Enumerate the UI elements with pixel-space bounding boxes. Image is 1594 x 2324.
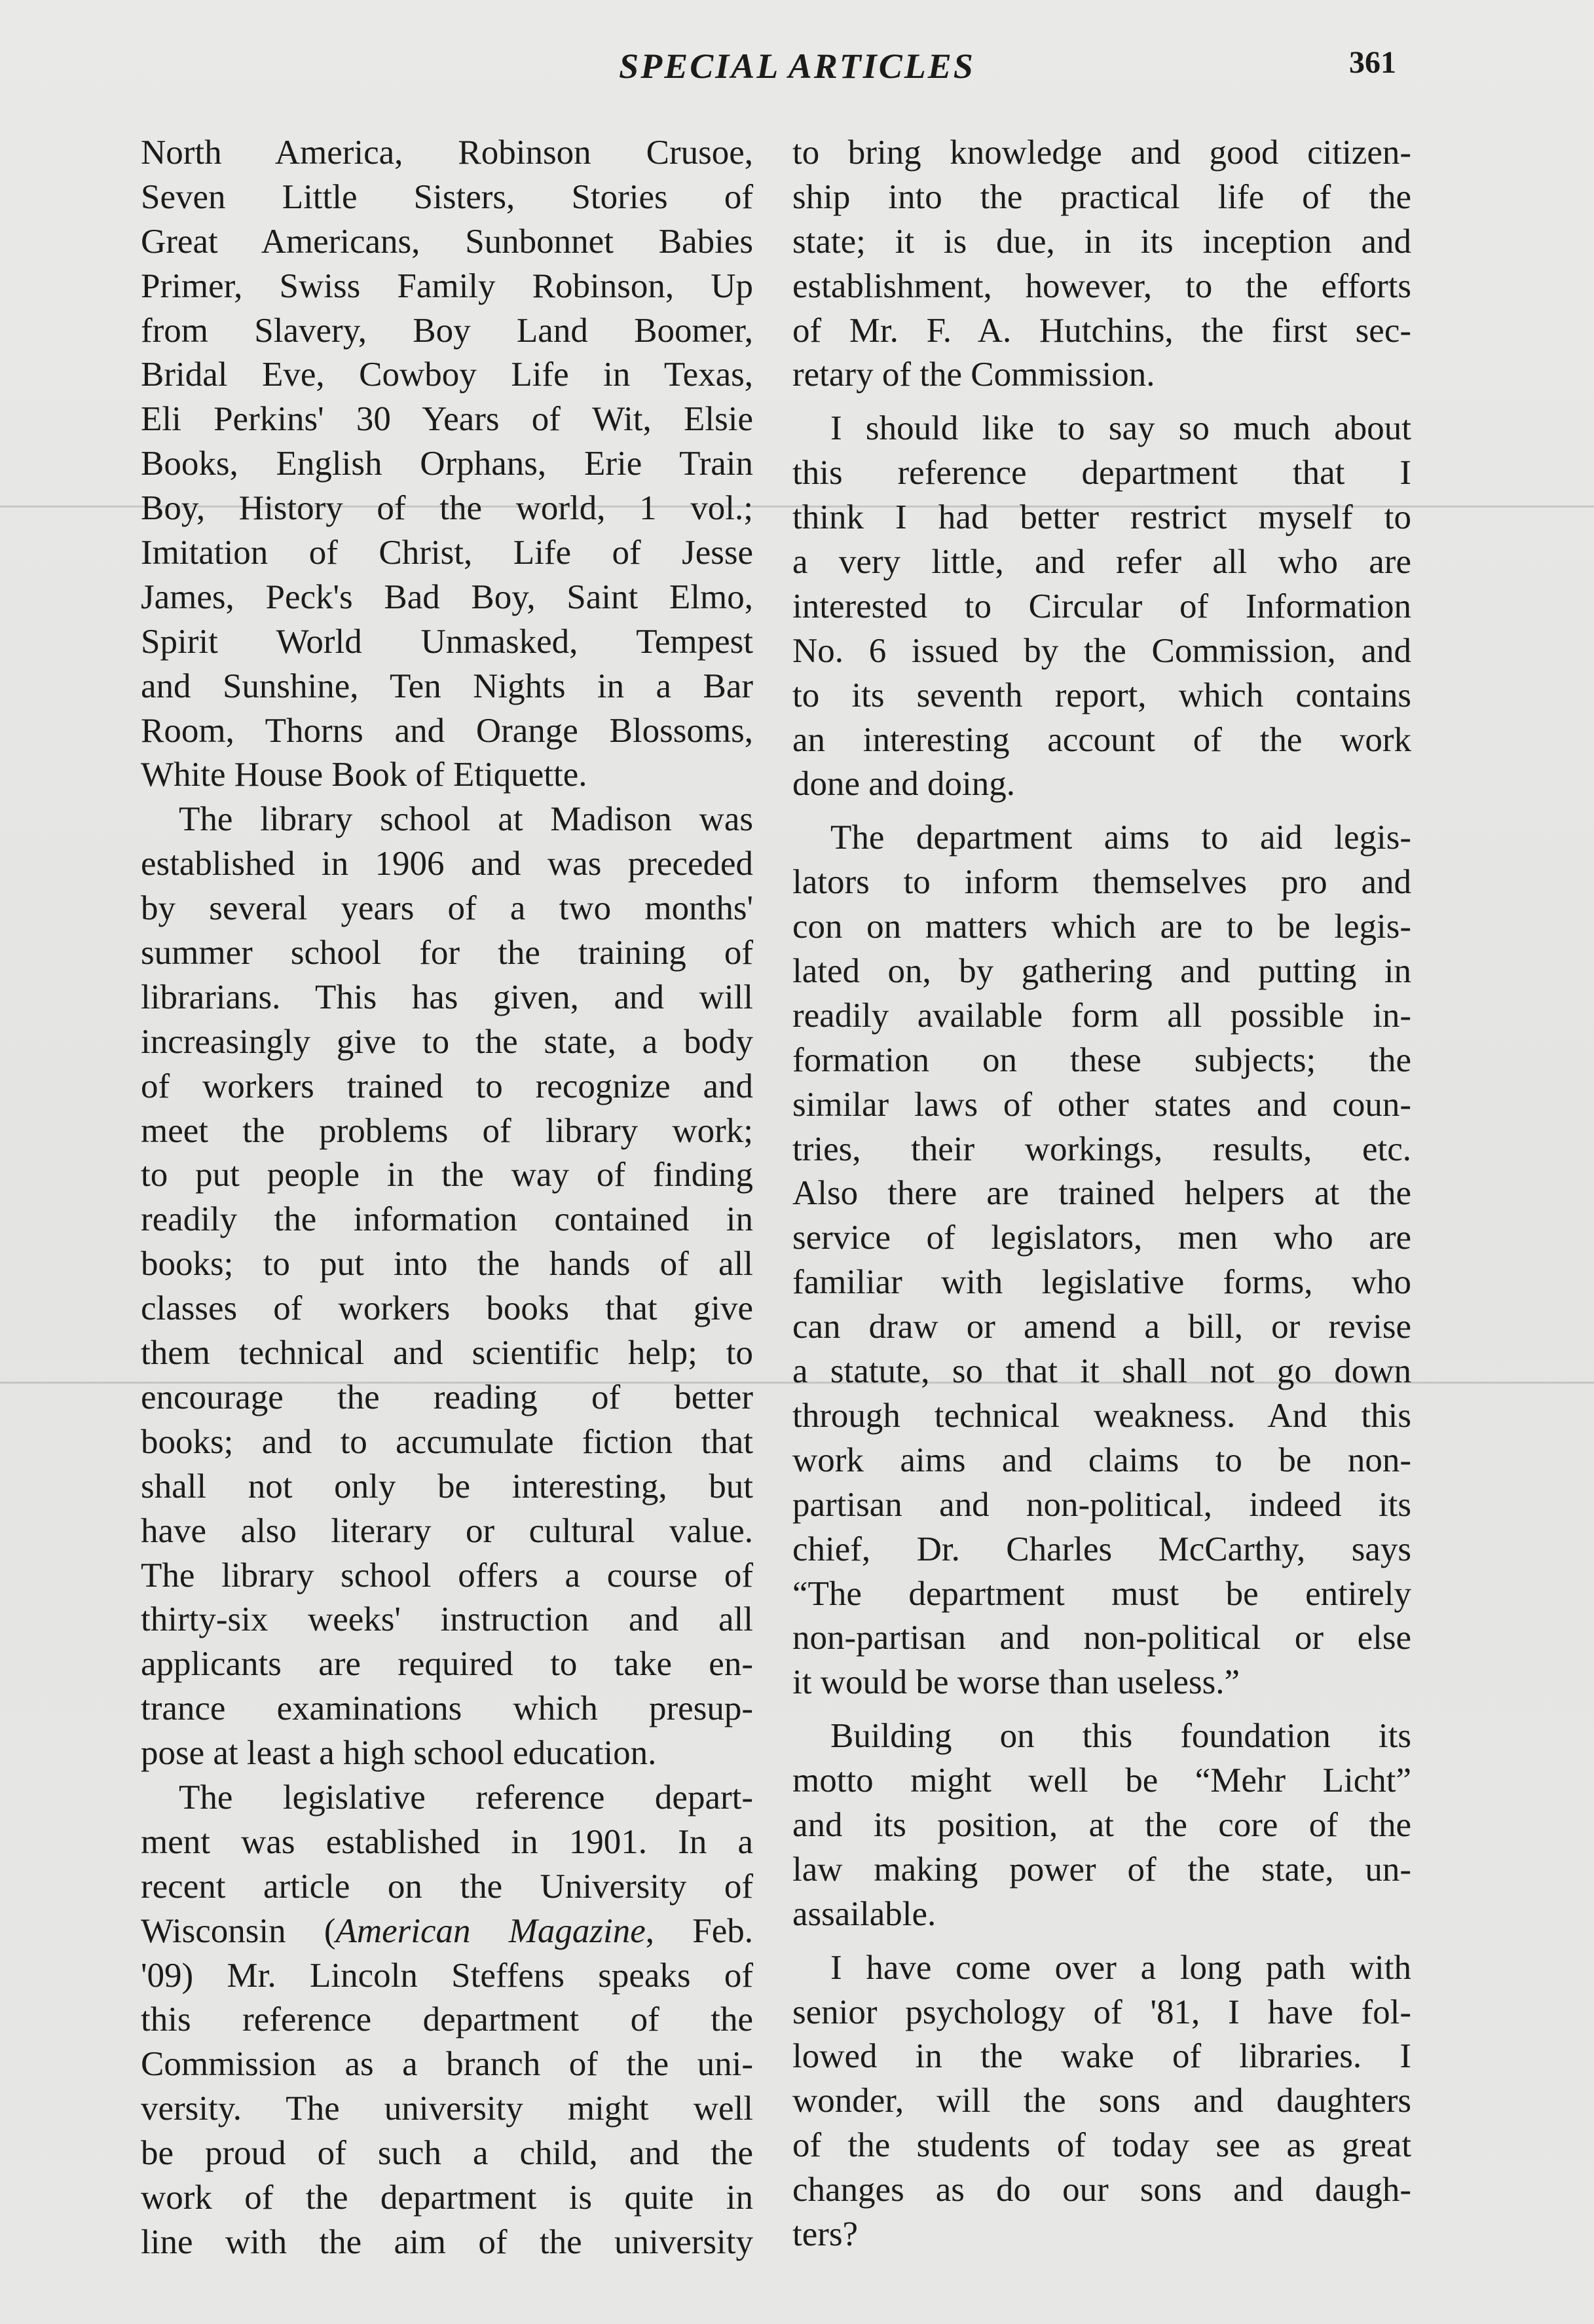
text-line: The library school at Madison was <box>179 800 753 839</box>
text-line: non-partisan and non-political or else <box>792 1619 1411 1657</box>
text-line: lated on, by gathering and putting in <box>792 952 1411 991</box>
text-line: The department aims to aid legis- <box>830 819 1411 857</box>
text-line: The library school offers a course of <box>141 1556 753 1595</box>
text-run: , Feb. <box>645 1911 754 1950</box>
text-line: summer school for the training of <box>141 934 753 972</box>
text-line: No. 6 issued by the Commission, and <box>792 631 1411 670</box>
paragraph-book-list <box>141 131 753 798</box>
text-line: lators to inform themselves pro and <box>792 863 1411 902</box>
text-line: and Sunshine, Ten Nights in a Bar <box>141 667 753 705</box>
text-line: lowed in the wake of libraries. I <box>792 2037 1411 2076</box>
text-line: interested to Circular of Information <box>792 587 1411 625</box>
text-line: books; to put into the hands of all <box>141 1245 753 1283</box>
text-line: done and doing. <box>792 765 1016 803</box>
text-line: Bridal Eve, Cowboy Life in Texas, <box>141 356 753 394</box>
text-line: Seven Little Sisters, Stories of <box>141 177 753 216</box>
paragraph-reference-department <box>792 407 1411 807</box>
text-line: by several years of a two months' <box>141 889 753 928</box>
text-line: thirty-six weeks' instruction and all <box>141 1600 753 1639</box>
text-line: establishment, however, to the efforts <box>792 267 1411 305</box>
paragraph-closing <box>792 1946 1411 2257</box>
text-line: Eli Perkins' 30 Years of Wit, Elsie <box>141 400 753 439</box>
text-line: encourage the reading of better <box>141 1378 753 1416</box>
text-line: state; it is due, in its inception and <box>792 222 1411 261</box>
right-column <box>792 131 1411 2257</box>
text-line: established in 1906 and was preceded <box>141 845 753 883</box>
text-line: recent article on the University of <box>141 1867 753 1906</box>
text-run: Wisconsin ( <box>141 1911 336 1950</box>
text-line: Building on this foundation its <box>830 1717 1411 1756</box>
text-line: Books, English Orphans, Erie Train <box>141 445 753 483</box>
text-line: I should like to say so much about <box>830 409 1411 448</box>
text-line: work aims and claims to be non- <box>792 1441 1411 1479</box>
paragraph-library-school <box>141 798 753 1776</box>
text-line: “The department must be entirely <box>792 1574 1411 1613</box>
text-line: ment was established in 1901. In a <box>141 1822 753 1861</box>
text-line: pose at least a high school education. <box>141 1734 657 1773</box>
text-line: them technical and scientific help; to <box>141 1334 753 1373</box>
paragraph-legislative-reference <box>141 1776 753 2265</box>
text-line: of the students of today see as great <box>792 2126 1411 2165</box>
text-line: North America, Robinson Crusoe, <box>141 134 753 172</box>
text-line: James, Peck's Bad Boy, Saint Elmo, <box>141 578 753 616</box>
text-line: to put people in the way of finding <box>141 1156 753 1194</box>
text-line: motto might well be “Mehr Licht” <box>792 1761 1411 1800</box>
text-line: line with the aim of the university <box>141 2223 753 2261</box>
magazine-title: American Magazine <box>335 1911 646 1950</box>
text-line: retary of the Commission. <box>792 356 1155 394</box>
text-line: chief, Dr. Charles McCarthy, says <box>792 1530 1411 1568</box>
text-line: versity. The university might well <box>141 2090 753 2128</box>
paragraph-department-aims <box>792 816 1411 1705</box>
text-line: White House Book of Etiquette. <box>141 756 587 794</box>
text-line: shall not only be interesting, but <box>141 1467 753 1505</box>
text-line: The legislative reference depart- <box>179 1778 753 1817</box>
text-line: this reference department of the <box>141 2001 753 2039</box>
text-line: from Slavery, Boy Land Boomer, <box>141 311 753 350</box>
text-line: changes as do our sons and daugh- <box>792 2171 1411 2209</box>
text-line: work of the department is quite in <box>141 2178 753 2217</box>
text-line: can draw or amend a bill, or revise <box>792 1308 1411 1346</box>
text-line: through technical weakness. And this <box>792 1396 1411 1435</box>
running-header-title: SPECIAL ARTICLES <box>619 46 975 86</box>
text-line: similar laws of other states and coun- <box>792 1085 1411 1124</box>
text-line: wonder, will the sons and daughters <box>792 2082 1411 2120</box>
page-number: 361 <box>1349 45 1396 80</box>
text-line: and its position, at the core of the <box>792 1805 1411 1844</box>
text-line: assailable. <box>792 1894 936 1933</box>
text-line <box>141 1909 753 1954</box>
text-line: Also there are trained helpers at the <box>792 1174 1411 1213</box>
text-line: trance examinations which presup- <box>141 1689 753 1728</box>
text-line: think I had better restrict myself to <box>792 498 1411 537</box>
text-line: a very little, and refer all who are <box>792 543 1411 581</box>
text-line: con on matters which are to be legis- <box>792 908 1411 946</box>
text-line: Great Americans, Sunbonnet Babies <box>141 222 753 261</box>
text-line: an interesting account of the work <box>792 720 1411 759</box>
paragraph-continuation <box>792 131 1411 397</box>
text-line: of Mr. F. A. Hutchins, the first sec- <box>792 311 1411 350</box>
text-line: ters? <box>792 2215 859 2253</box>
text-line: librarians. This has given, and will <box>141 978 753 1016</box>
text-line: Boy, History of the world, 1 vol.; <box>141 489 753 528</box>
text-line: familiar with legislative forms, who <box>792 1263 1411 1302</box>
text-line: meet the problems of library work; <box>141 1111 753 1150</box>
text-line: to bring knowledge and good citizen- <box>792 134 1411 172</box>
text-line: have also literary or cultural value. <box>141 1511 753 1550</box>
text-line: tries, their workings, results, etc. <box>792 1130 1411 1168</box>
text-line: of workers trained to recognize and <box>141 1067 753 1105</box>
text-line: classes of workers books that give <box>141 1289 753 1328</box>
text-line: increasingly give to the state, a body <box>141 1022 753 1061</box>
text-line: law making power of the state, un- <box>792 1850 1411 1889</box>
text-line: Imitation of Christ, Life of Jesse <box>141 534 753 572</box>
text-line: partisan and non-political, indeed its <box>792 1485 1411 1524</box>
text-line: '09) Mr. Lincoln Steffens speaks of <box>141 1956 753 1995</box>
text-line: be proud of such a child, and the <box>141 2134 753 2173</box>
text-line: service of legislators, men who are <box>792 1219 1411 1257</box>
text-line: Spirit World Unmasked, Tempest <box>141 622 753 661</box>
text-line: I have come over a long path with <box>830 1948 1411 1987</box>
text-line: books; and to accumulate fiction that <box>141 1422 753 1461</box>
text-line: Commission as a branch of the uni- <box>141 2045 753 2084</box>
text-line: Room, Thorns and Orange Blossoms, <box>141 711 753 750</box>
text-line: formation on these subjects; the <box>792 1041 1411 1079</box>
text-line: Primer, Swiss Family Robinson, Up <box>141 267 753 305</box>
left-column <box>141 131 753 2265</box>
text-line: it would be worse than useless.” <box>792 1663 1240 1702</box>
text-line: readily available form all possible in- <box>792 996 1411 1035</box>
text-line: readily the information contained in <box>141 1200 753 1239</box>
text-line: this reference department that I <box>792 454 1411 492</box>
text-line: senior psychology of '81, I have fol- <box>792 1993 1411 2031</box>
text-line: applicants are required to take en- <box>141 1645 753 1684</box>
text-line: to its seventh report, which contains <box>792 676 1411 714</box>
text-line: a statute, so that it shall not go down <box>792 1352 1411 1391</box>
paragraph-mehr-licht <box>792 1714 1411 1936</box>
text-line: ship into the practical life of the <box>792 177 1411 216</box>
